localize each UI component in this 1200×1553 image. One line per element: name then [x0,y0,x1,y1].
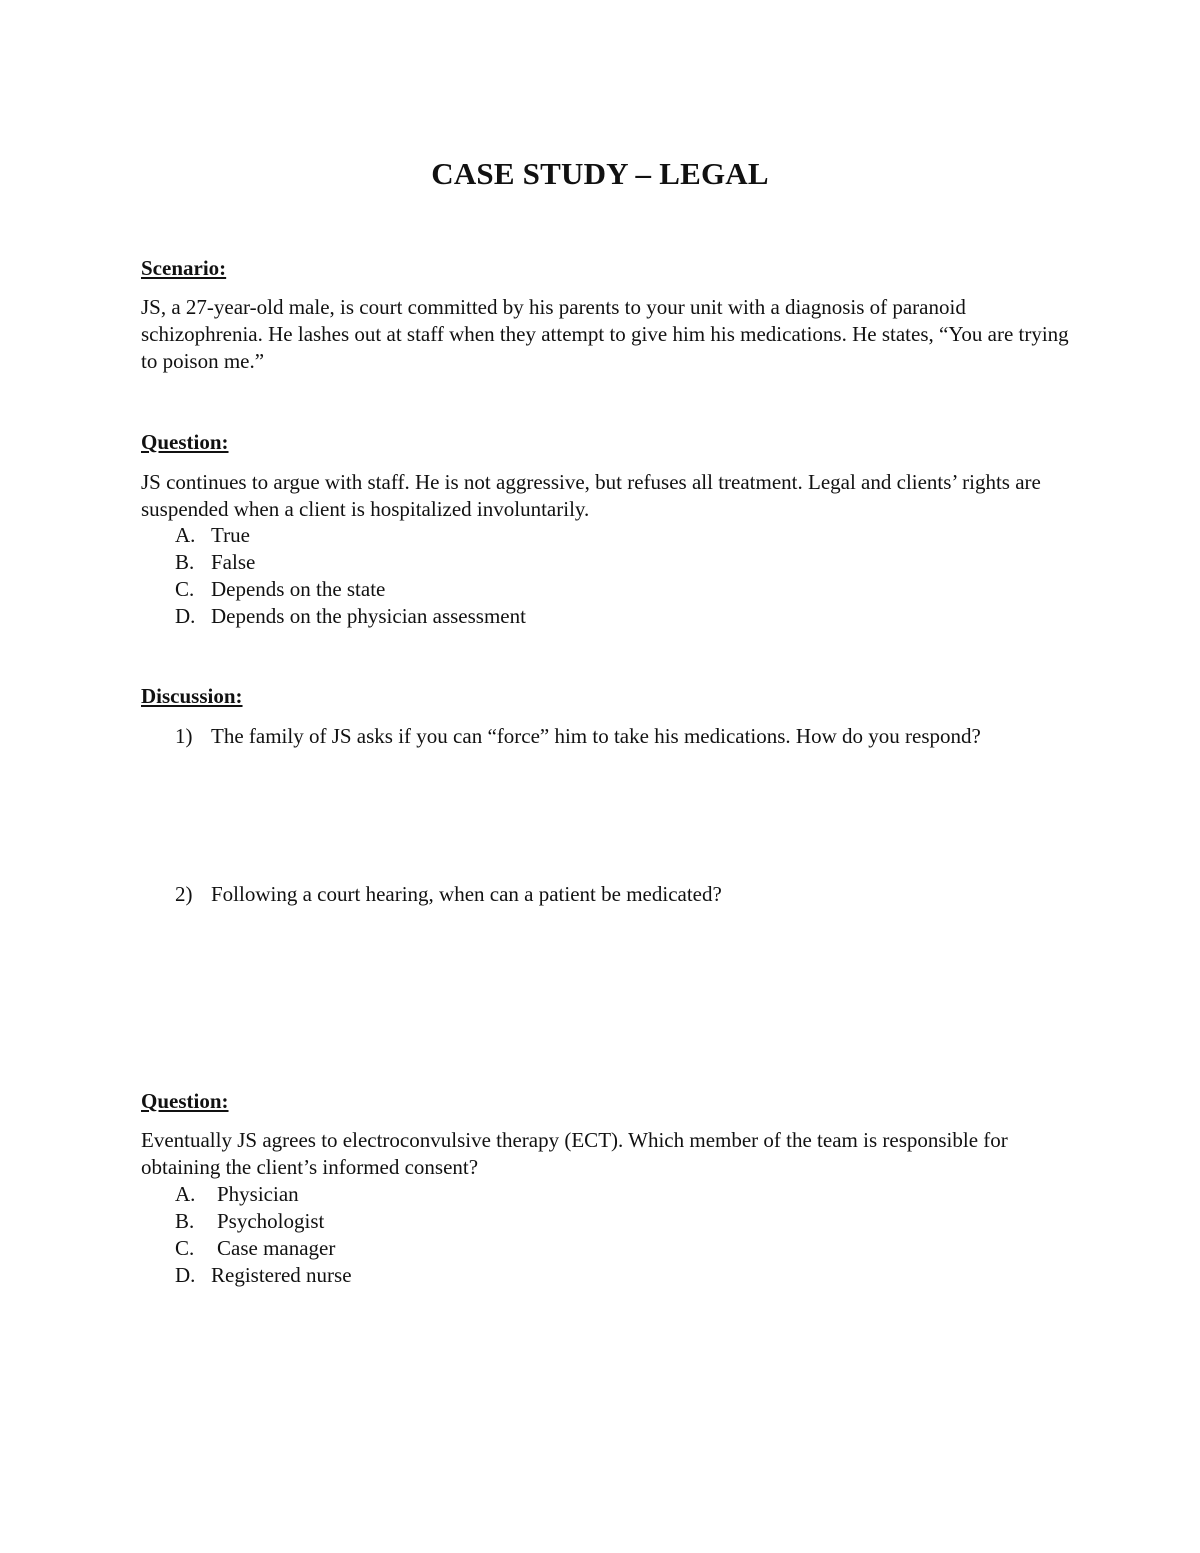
option-text: False [211,550,256,574]
option-letter: B. [175,1209,195,1233]
option-letter: B. [175,550,195,574]
question1-text: JS continues to argue with staff. He is not aggressive, but refuses all treatment. Legal and clients’ rights are suspended when a client is hospitalized involuntarily. [141,470,1041,521]
option-letter: A. [175,1182,196,1206]
scenario-heading: Scenario: [141,256,227,280]
document-title: CASE STUDY – LEGAL [431,156,769,191]
option-letter: A. [175,523,196,547]
option-text: Depends on the state [211,577,386,601]
option-text: Depends on the physician assessment [211,604,526,628]
option-letter: D. [175,604,196,628]
discussion-heading: Discussion: [141,684,243,708]
option-text: Psychologist [217,1209,325,1233]
question1-heading: Question: [141,430,229,454]
option-letter: D. [175,1263,196,1287]
option-text: Case manager [217,1236,336,1260]
discussion-number: 2) [175,882,193,906]
option-letter: C. [175,577,195,601]
option-text: True [211,523,250,547]
discussion-number: 1) [175,724,193,748]
discussion-text: The family of JS asks if you can “force” him to take his medications. How do you respond? [211,724,981,748]
discussion-item-2 [175,881,1015,908]
scenario-text: JS, a 27-year-old male, is court committed by his parents to your unit with a diagnosis of paranoid schizophrenia. He lashes out at staff when they attempt to give him his medications. He states, “You are trying to poison me.” [141,295,1069,373]
option-letter: C. [175,1236,195,1260]
question2-text: Eventually JS agrees to electroconvulsive therapy (ECT). Which member of the team is responsible for obtaining the client’s informed consent? [141,1128,1008,1179]
option-text: Registered nurse [211,1263,352,1287]
option-text: Physician [217,1182,299,1206]
discussion-item-1 [175,723,1015,750]
question2-heading: Question: [141,1089,229,1113]
discussion-text: Following a court hearing, when can a patient be medicated? [211,882,722,906]
